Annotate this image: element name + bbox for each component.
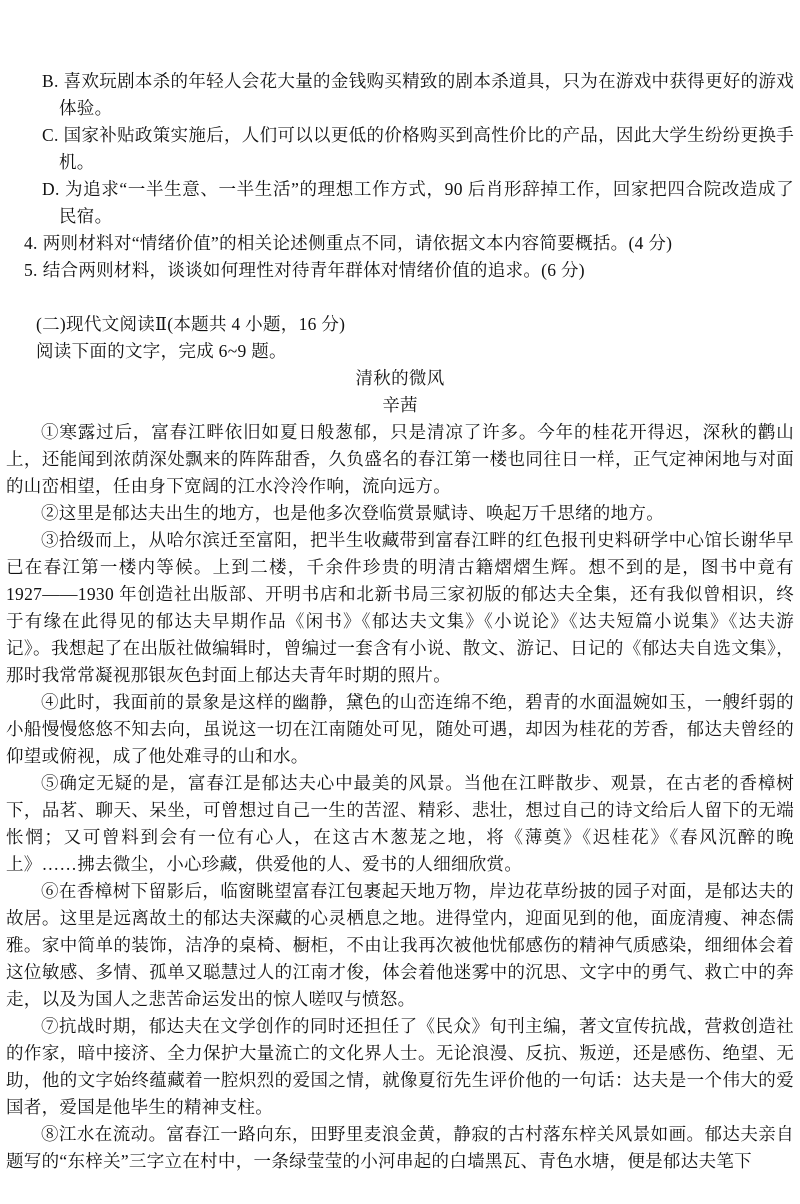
essay-paragraph-1: ①寒露过后，富春江畔依旧如夏日般葱郁，只是清凉了许多。今年的桂花开得迟，深秋的鹳山上，还能闻到浓荫深处飘来的阵阵甜香，久负盛名的春江第一楼也同往日一样，正气定神闲地与对面的山峦相望，任由身下宽阔的江水泠泠作响，流向远方。 xyxy=(6,422,794,496)
essay-paragraph-3: ③拾级而上，从哈尔滨迁至富阳，把半生收藏带到富春江畔的红色报刊史料研学中心馆长谢华早已在春江第一楼内等候。上到二楼，千余件珍贵的明清古籍熠熠生辉。想不到的是，图书中竟有 1927——1930 年创造社出版部、开明书店和北新书局三家初版的郁达夫全集，还有我似曾相识，终于有缘在此得见的郁达夫早期作品《闲书》《郁达夫文集》《小说论》《达夫短篇小说集》《达夫游记》。我想起了在出版社做编辑时，曾编过一套含有小说、散文、游记、日记的《郁达夫自选文集》，那时我常常凝视那银灰色封面上郁达夫青年时期的照片。 xyxy=(6,530,794,685)
essay-paragraph-7: ⑦抗战时期，郁达夫在文学创作的同时还担任了《民众》旬刊主编，著文宣传抗战，营救创造社的作家，暗中接济、全力保护大量流亡的文化界人士。无论浪漫、反抗、叛逆，还是感伤、绝望、无助，他的文字始终蕴藏着一腔炽烈的爱国之情，就像夏衍先生评价他的一句话：达夫是一个伟大的爱国者，爱国是他毕生的精神支柱。 xyxy=(6,1016,794,1117)
choice-option-b xyxy=(6,68,794,122)
choice-option-c xyxy=(6,122,794,176)
section-heading: (二)现代文阅读Ⅱ(本题共 4 小题，16 分) xyxy=(36,314,346,334)
question-number: 4. xyxy=(24,233,38,253)
option-text: 为追求“一半生意、一半生活”的理想工作方式，90 后肖形辞掉工作，回家把四合院改造成了民宿。 xyxy=(59,179,794,226)
option-text: 喜欢玩剧本杀的年轻人会花大量的金钱购买精致的剧本杀道具，只为在游戏中获得更好的游戏体验。 xyxy=(59,71,794,118)
essay-paragraph-4: ④此时，我面前的景象是这样的幽静，黛色的山峦连绵不绝，碧青的水面温婉如玉，一艘纤弱的小船慢慢悠悠不知去向，虽说这一切在江南随处可见，随处可遇，却因为桂花的芳香，郁达夫曾经的仰望或俯视，成了他处难寻的山和水。 xyxy=(6,692,794,766)
reading-instruction: 阅读下面的文字，完成 6~9 题。 xyxy=(36,341,287,361)
question-number: 5. xyxy=(24,260,38,280)
choice-option-d xyxy=(6,176,794,230)
question-4 xyxy=(6,230,794,257)
essay-paragraph-2: ②这里是郁达夫出生的地方，也是他多次登临赏景赋诗、唤起万千思绪的地方。 xyxy=(41,503,664,523)
question-text: 两则材料对“情绪价值”的相关论述侧重点不同，请依据文本内容简要概括。(4 分) xyxy=(42,233,673,253)
option-label: D. xyxy=(42,179,60,199)
essay-paragraph-5: ⑤确定无疑的是，富春江是郁达夫心中最美的风景。当他在江畔散步、观景，在古老的香樟树下，品茗、聊天、呆坐，可曾想过自己一生的苦涩、精彩、悲壮，想过自己的诗文给后人留下的无端怅惘；又可曾料到会有一位有心人，在这古木葱茏之地，将《薄奠》《迟桂花》《春风沉醉的晚上》……拂去微尘，小心珍藏，供爱他的人、爱书的人细细欣赏。 xyxy=(6,773,794,874)
essay-title: 清秋的微风 xyxy=(355,368,445,388)
question-5 xyxy=(6,257,794,284)
option-text: 国家补贴政策实施后，人们可以以更低的价格购买到高性价比的产品，因此大学生纷纷更换手机。 xyxy=(59,125,794,172)
essay-paragraph-6: ⑥在香樟树下留影后，临窗眺望富春江包裹起天地万物，岸边花草纷披的园子对面，是郁达夫的故居。这里是远离故土的郁达夫深藏的心灵栖息之地。进得堂内，迎面见到的他，面庞清瘦、神态儒雅。家中简单的装饰，洁净的桌椅、橱柜，不由让我再次被他忧郁感伤的精神气质感染，细细体会着这位敏感、多情、孤单又聪慧过人的江南才俊，体会着他迷雾中的沉思、文字中的勇气、救亡中的奔走，以及为国人之悲苦命运发出的惊人嗟叹与愤怒。 xyxy=(6,881,794,1009)
essay-paragraph-8: ⑧江水在流动。富春江一路向东，田野里麦浪金黄，静寂的古村落东梓关风景如画。郁达夫亲自题写的“东梓关”三字立在村中，一条绿莹莹的小河串起的白墙黑瓦、青色水塘，便是郁达夫笔下 xyxy=(6,1124,794,1171)
question-text: 结合两则材料，谈谈如何理性对待青年群体对情绪价值的追求。(6 分) xyxy=(42,260,585,280)
blank-line xyxy=(6,284,794,311)
option-label: B. xyxy=(42,71,59,91)
option-label: C. xyxy=(42,125,59,145)
essay-author: 辛茜 xyxy=(382,395,418,415)
